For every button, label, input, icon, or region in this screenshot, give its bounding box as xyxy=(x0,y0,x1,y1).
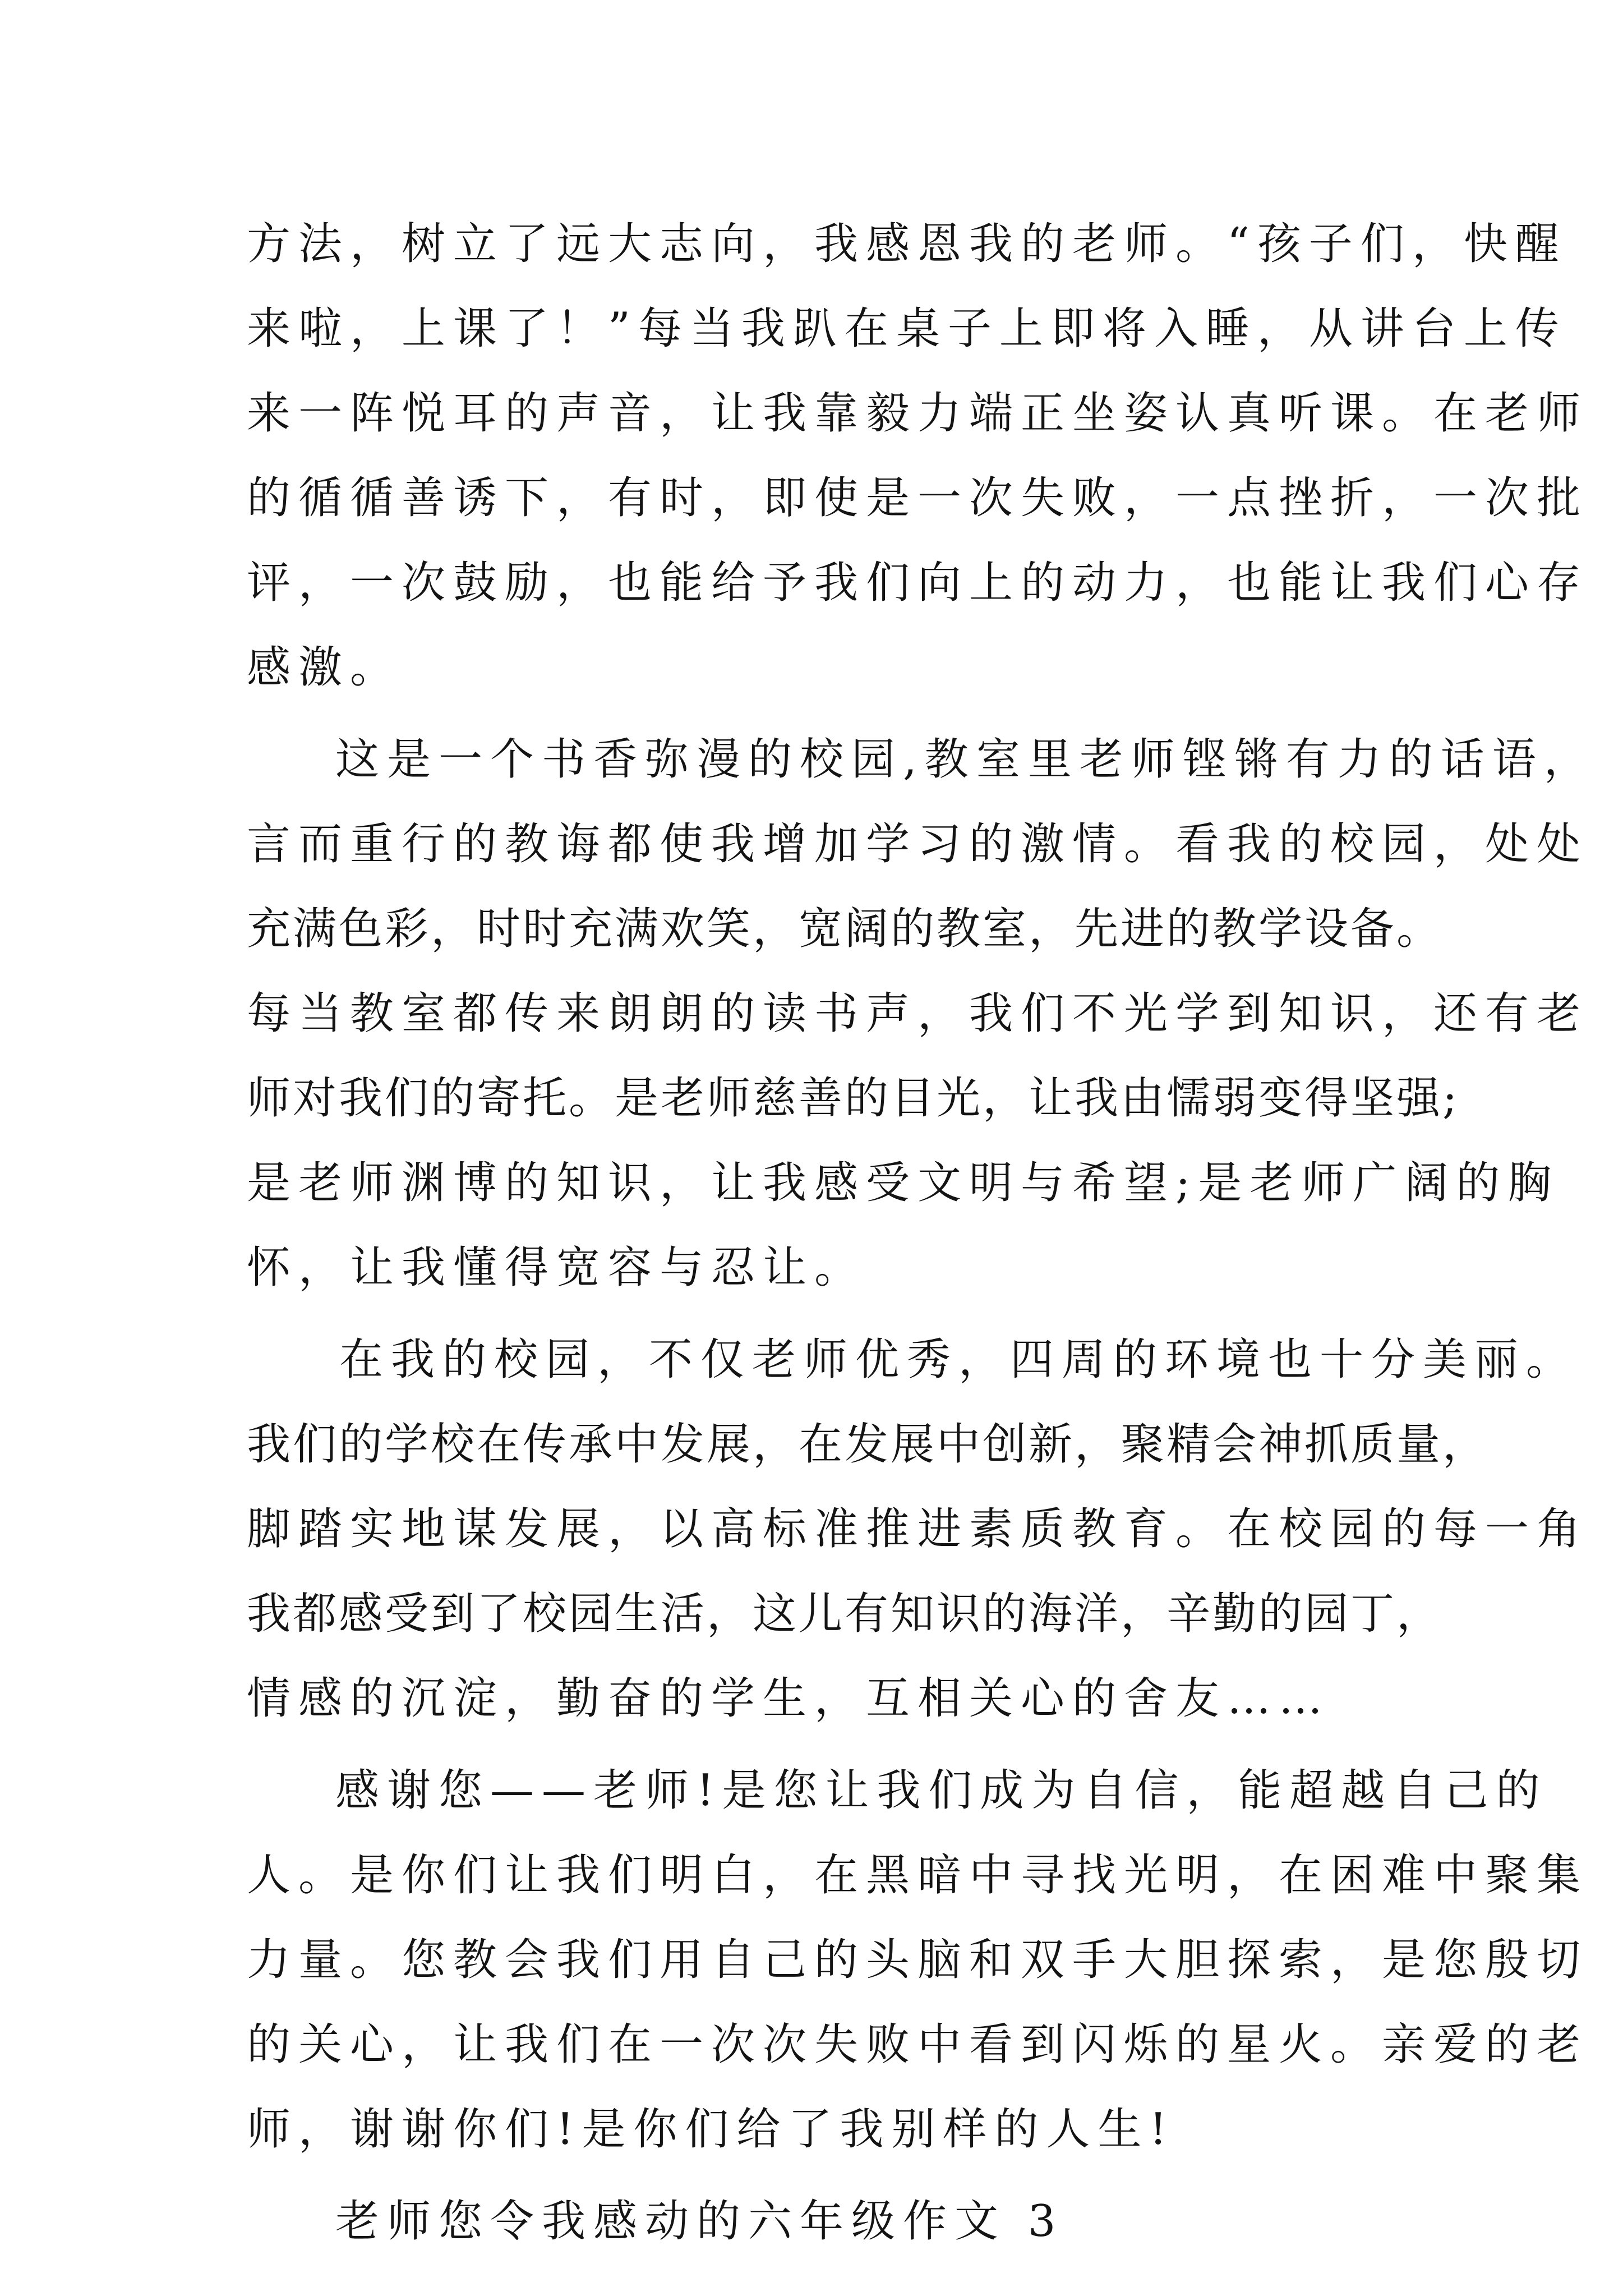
text-line: 来啦，上课了！”每当我趴在桌子上即将入睡，从讲台上传 xyxy=(247,303,1567,354)
text-line: 怀，让我懂得宽容与忍让。 xyxy=(247,1243,866,1293)
text-line: 方法，树立了远大志向，我感恩我的老师。“孩子们，快醒 xyxy=(247,219,1567,269)
text-line: 言而重行的教诲都使我增加学习的激情。看我的校园，处处 xyxy=(247,819,1589,869)
text-line: 的关心，让我们在一次次失败中看到闪烁的星火。亲爱的老 xyxy=(247,2019,1589,2070)
text-line: 每当教室都传来朗朗的读书声，我们不光学到知识，还有老 xyxy=(247,988,1589,1039)
text-line: 我们的学校在传承中发展，在发展中创新，聚精会神抓质量， xyxy=(247,1419,1489,1470)
text-line: 的循循善诱下，有时，即使是一次失败，一点挫折，一次批 xyxy=(247,473,1589,523)
text-line: 是老师渊博的知识，让我感受文明与希望;是老师广阔的胸 xyxy=(247,1158,1560,1208)
paragraph-first-line: 感谢您——老师!是您让我们成为自信，能超越自己的 xyxy=(335,1765,1548,1816)
paragraph-first-line: 这是一个书香弥漫的校园,教室里老师铿锵有力的话语， xyxy=(335,734,1596,785)
text-line: 师对我们的寄托。是老师慈善的目光，让我由懦弱变得坚强; xyxy=(247,1073,1460,1124)
section-title: 老师您令我感动的六年级作文 3 xyxy=(335,2196,1064,2247)
text-line: 情感的沉淀，勤奋的学生，互相关心的舍友…… xyxy=(247,1673,1331,1724)
text-line: 脚踏实地谋发展，以高标准推进素质教育。在校园的每一角 xyxy=(247,1504,1589,1554)
text-line: 感激。 xyxy=(247,642,402,693)
document-body xyxy=(247,202,1596,2264)
text-line: 师，谢谢你们!是你们给了我别样的人生! xyxy=(247,2104,1175,2155)
text-line: 来一阵悦耳的声音，让我靠毅力端正坐姿认真听课。在老师 xyxy=(247,388,1589,439)
text-line: 评，一次鼓励，也能给予我们向上的动力，也能让我们心存 xyxy=(247,558,1589,608)
paragraph-first-line: 在我的校园，不仅老师优秀，四周的环境也十分美丽。 xyxy=(339,1335,1578,1385)
text-line: 力量。您教会我们用自己的头脑和双手大胆探索，是您殷切 xyxy=(247,1935,1589,1985)
text-line: 充满色彩，时时充满欢笑，宽阔的教室，先进的教学设备。 xyxy=(247,904,1443,954)
text-line: 人。是你们让我们明白，在黑暗中寻找光明，在困难中聚集 xyxy=(247,1850,1589,1901)
text-line: 我都感受到了校园生活，这儿有知识的海洋，辛勤的园丁， xyxy=(247,1589,1443,1639)
